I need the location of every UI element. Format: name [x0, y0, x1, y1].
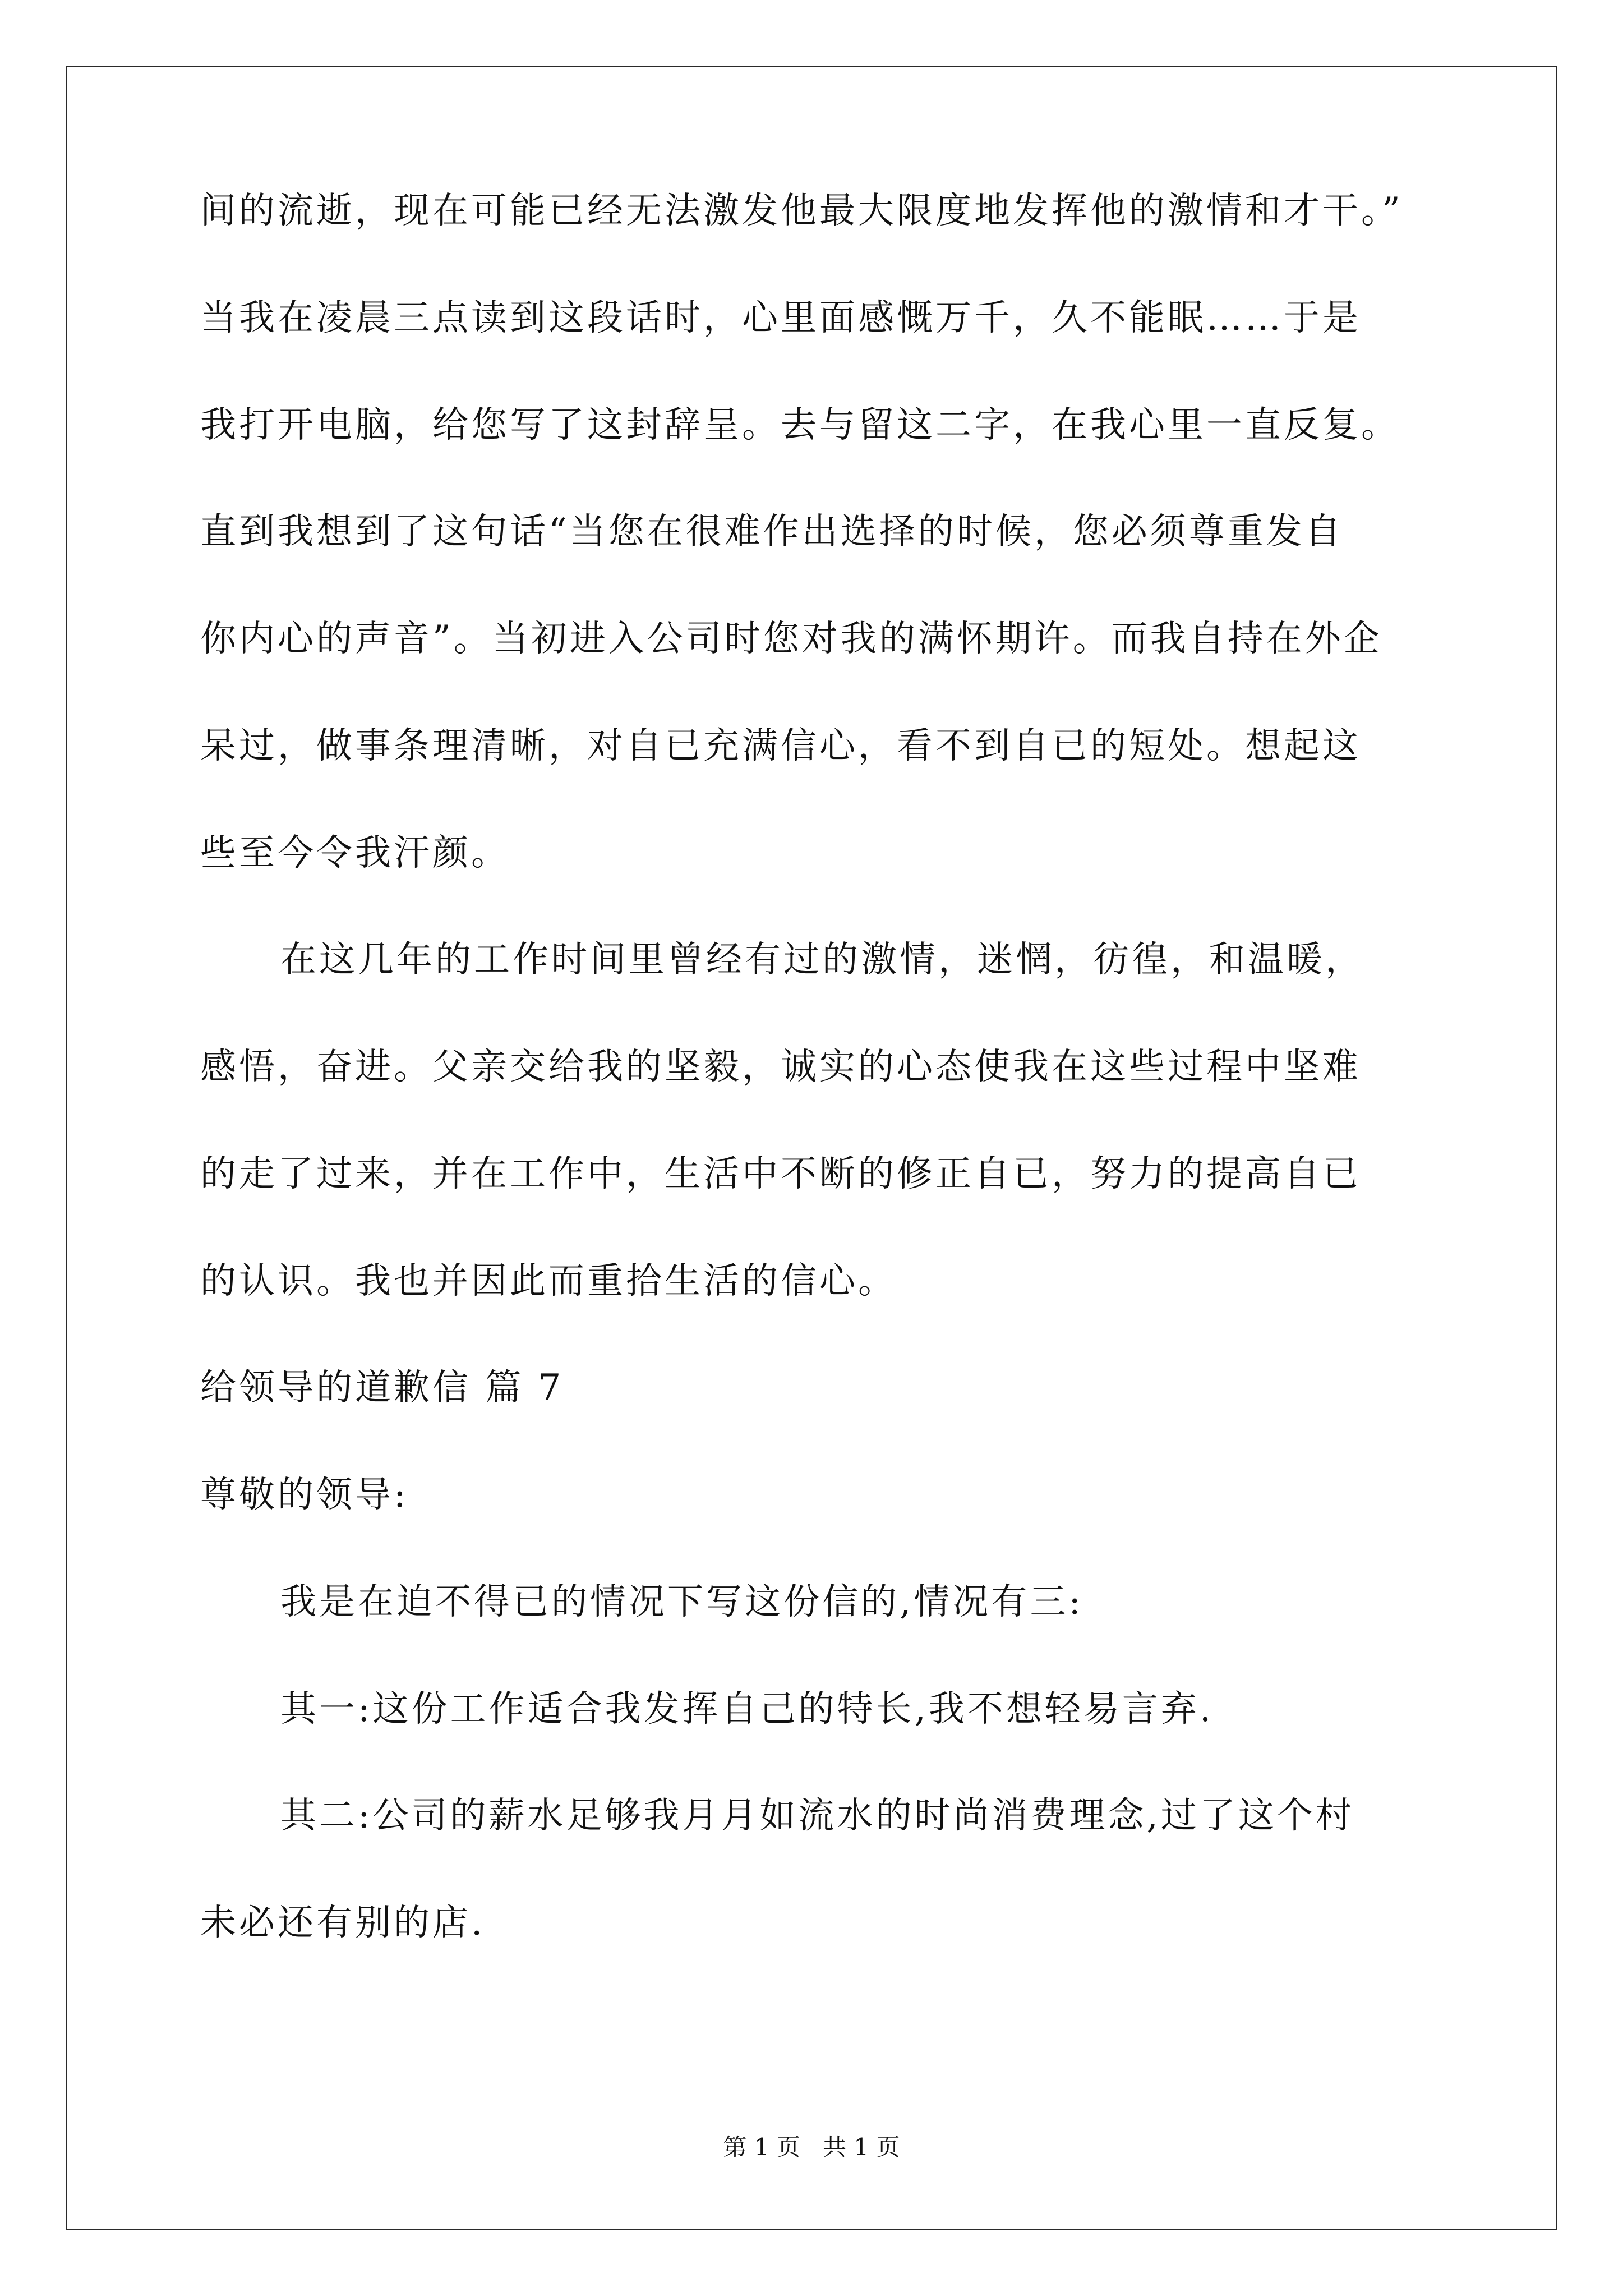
body-line-7: 些至今令我汗颜。: [200, 832, 510, 874]
body-line-14: 其二:公司的薪水足够我月月如流水的时尚消费理念,过了这个村: [280, 1795, 1354, 1837]
body-line-13: 其一:这份工作适合我发挥自己的特长,我不想轻易言弃.: [280, 1688, 1214, 1730]
page-footer: 第 1 页 共 1 页: [723, 2133, 900, 2161]
body-line-1: 间的流逝，现在可能已经无法激发他最大限度地发挥他的激情和才干。”: [200, 190, 1403, 232]
salutation: 尊敬的领导:: [200, 1474, 409, 1516]
body-line-6: 呆过，做事条理清晰，对自已充满信心，看不到自已的短处。想起这: [200, 725, 1361, 767]
body-line-15: 未必还有别的店.: [200, 1902, 486, 1944]
body-line-3: 我打开电脑，给您写了这封辞呈。去与留这二字，在我心里一直反复。: [200, 404, 1400, 446]
body-line-2: 当我在凌晨三点读到这段话时，心里面感慨万千，久不能眠……于是: [200, 297, 1361, 339]
body-line-12: 我是在迫不得已的情况下写这份信的,情况有三:: [280, 1581, 1083, 1623]
body-line-11: 的认识。我也并因此而重拾生活的信心。: [200, 1260, 897, 1302]
body-line-9: 感悟，奋进。父亲交给我的坚毅，诚实的心态使我在这些过程中坚难: [200, 1046, 1361, 1088]
body-line-4: 直到我想到了这句话“当您在很难作出选择的时候，您必须尊重发自: [200, 511, 1344, 553]
body-line-10: 的走了过来，并在工作中，生活中不断的修正自已，努力的提高自已: [200, 1153, 1361, 1195]
body-line-8: 在这几年的工作时间里曾经有过的激情，迷惘，彷徨，和温暖，: [280, 939, 1364, 981]
body-line-5: 你内心的声音”。当初进入公司时您对我的满怀期许。而我自持在外企: [200, 618, 1382, 660]
section-heading: 给领导的道歉信 篇 7: [200, 1367, 564, 1409]
